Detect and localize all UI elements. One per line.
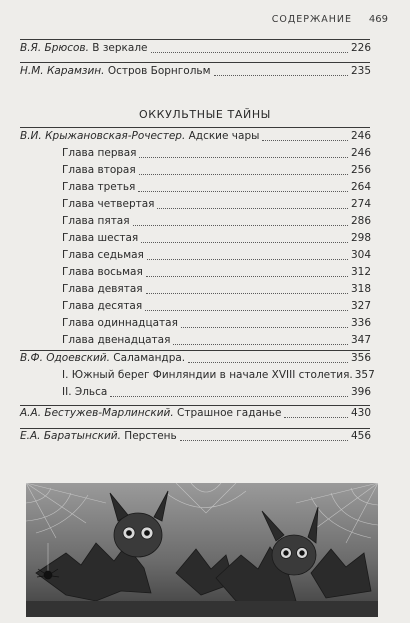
chapter-title: Глава восьмая [62, 266, 143, 278]
subentry-title: I. Южный берег Финляндии в начале XVIII столетия. [62, 369, 353, 381]
entry-author: В.И. Крыжановская-Рочестер. [20, 130, 186, 142]
chapter-page: 286 [350, 215, 371, 227]
entry-page: 235 [350, 65, 371, 77]
entry-author: Н.М. Карамзин. [20, 65, 105, 77]
leader-dots [147, 258, 348, 260]
toc-chapter[interactable] [62, 197, 371, 212]
leader-dots [284, 416, 348, 418]
leader-dots [139, 156, 348, 158]
chapter-title: Глава двенадцатая [62, 334, 171, 346]
toc-entry-kryzhanovskaya[interactable] [20, 129, 371, 144]
toc-chapter[interactable] [62, 282, 371, 297]
entry-author: В.Ф. Одоевский. [20, 352, 110, 364]
leader-dots [262, 139, 348, 141]
subentry-page: 396 [350, 386, 371, 398]
chapter-page: 246 [350, 147, 371, 159]
entry-title: В зеркале [92, 42, 148, 54]
leader-dots [146, 292, 348, 294]
ground [26, 601, 378, 617]
toc-chapter[interactable] [62, 214, 371, 229]
toc-chapter[interactable] [62, 299, 371, 314]
chapter-title: Глава третья [62, 181, 136, 193]
chapter-title: Глава четвертая [62, 198, 155, 210]
leader-dots [180, 439, 348, 441]
leader-dots [181, 326, 348, 328]
leader-dots [188, 361, 348, 363]
page-number: 469 [368, 14, 388, 25]
chapter-title: Глава шестая [62, 232, 139, 244]
chapter-page: 304 [350, 249, 371, 261]
chapter-page: 318 [350, 283, 371, 295]
leader-dots [173, 343, 348, 345]
entry-author: А.А. Бестужев-Марлинский. [20, 407, 174, 419]
chapter-title: Глава одиннадцатая [62, 317, 178, 329]
toc-chapter[interactable] [62, 248, 371, 263]
toc-chapter[interactable] [62, 333, 371, 348]
entry-title: Саламандра. [113, 352, 186, 364]
leader-dots [141, 241, 348, 243]
entry-title: Адские чары [188, 130, 260, 142]
leader-dots [139, 173, 348, 175]
chapter-title: Глава первая [62, 147, 137, 159]
chapter-page: 336 [350, 317, 371, 329]
toc-entry-bestuzhev[interactable] [20, 406, 371, 421]
chapter-title: Глава вторая [62, 164, 136, 176]
toc-subentry[interactable] [62, 385, 371, 400]
entry-page: 456 [350, 430, 371, 442]
chapter-title: Глава седьмая [62, 249, 144, 261]
toc-chapter[interactable] [62, 265, 371, 280]
separator-line [20, 39, 370, 40]
section-title: ОККУЛЬТНЫЕ ТАЙНЫ [139, 108, 271, 121]
subentry-page: 357 [354, 369, 375, 381]
toc-entry-bryusov[interactable] [20, 41, 371, 56]
chapter-page: 274 [350, 198, 371, 210]
bats-drawing [26, 483, 378, 617]
toc-chapter[interactable] [62, 231, 371, 246]
leader-dots [214, 74, 348, 76]
chapter-page: 298 [350, 232, 371, 244]
toc-subentry[interactable] [62, 368, 375, 383]
chapter-page: 347 [350, 334, 371, 346]
chapter-page: 256 [350, 164, 371, 176]
entry-page: 246 [350, 130, 371, 142]
page-header [0, 14, 410, 28]
separator-line [20, 127, 370, 128]
toc-chapter[interactable] [62, 146, 371, 161]
running-title: СОДЕРЖАНИЕ [271, 14, 352, 25]
chapter-page: 264 [350, 181, 371, 193]
toc-chapter[interactable] [62, 163, 371, 178]
entry-author: Е.А. Баратынский. [20, 430, 121, 442]
leader-dots [145, 309, 348, 311]
entry-page: 226 [350, 42, 371, 54]
chapter-title: Глава десятая [62, 300, 143, 312]
separator-line [20, 62, 370, 63]
bats-illustration [26, 483, 378, 617]
entry-page: 356 [350, 352, 371, 364]
chapter-title: Глава девятая [62, 283, 143, 295]
toc-entry-baratynsky[interactable] [20, 429, 371, 444]
entry-title: Страшное гаданье [177, 407, 282, 419]
entry-author: В.Я. Брюсов. [20, 42, 89, 54]
toc-entry-karamzin[interactable] [20, 64, 371, 79]
leader-dots [157, 207, 347, 209]
leader-dots [133, 224, 348, 226]
leader-dots [110, 395, 348, 397]
leader-dots [151, 51, 348, 53]
toc-entry-odoevsky[interactable] [20, 351, 371, 366]
entry-page: 430 [350, 407, 371, 419]
entry-title: Остров Борнгольм [107, 65, 211, 77]
toc-chapter[interactable] [62, 180, 371, 195]
chapter-title: Глава пятая [62, 215, 130, 227]
leader-dots [138, 190, 348, 192]
entry-title: Перстень [124, 430, 177, 442]
chapter-page: 312 [350, 266, 371, 278]
subentry-title: II. Эльса [62, 386, 108, 398]
leader-dots [146, 275, 348, 277]
chapter-page: 327 [350, 300, 371, 312]
toc-chapter[interactable] [62, 316, 371, 331]
